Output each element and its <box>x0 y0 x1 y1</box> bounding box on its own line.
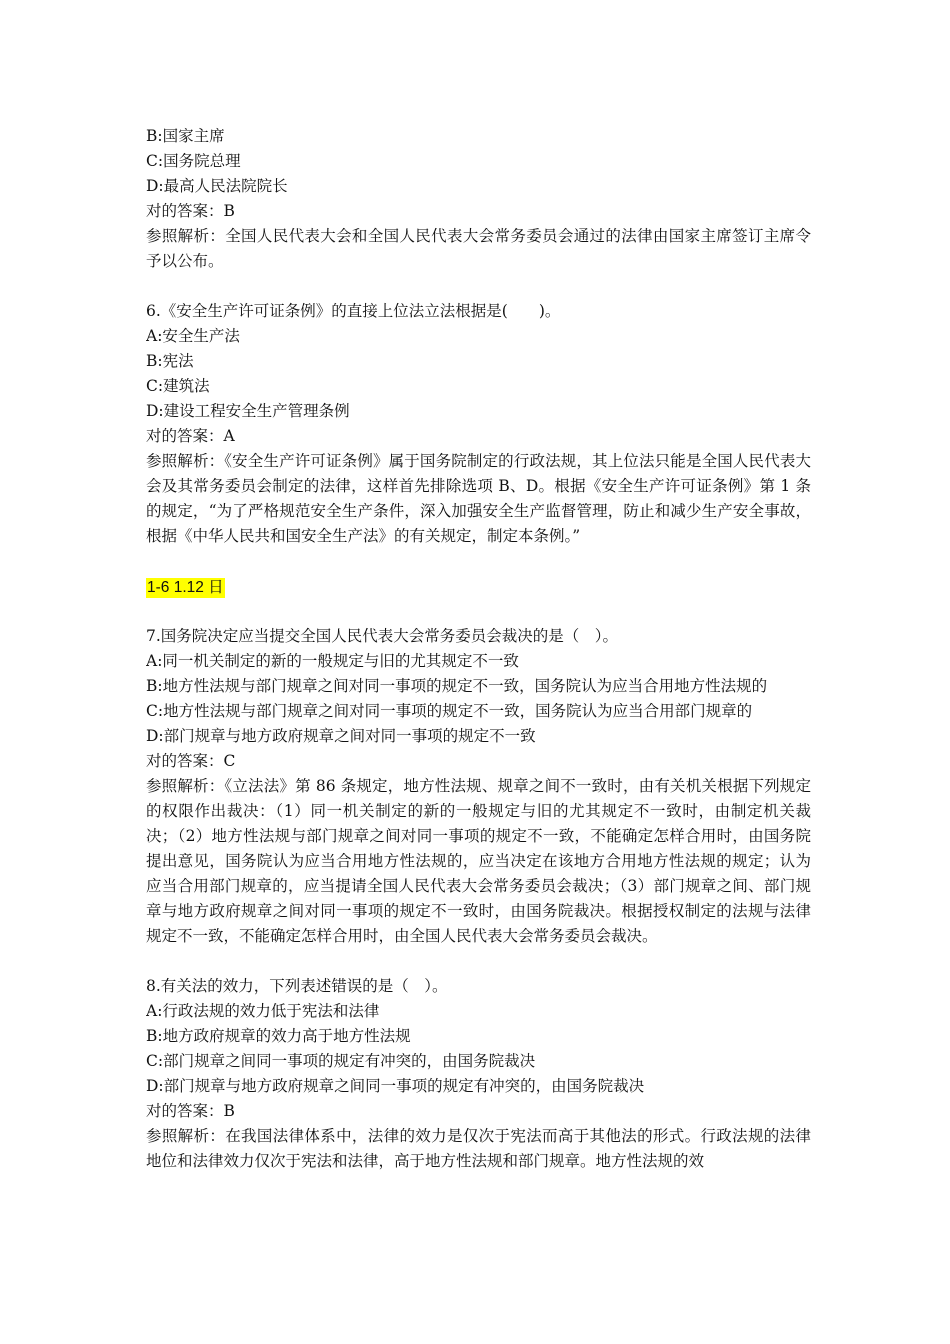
q5-option-b: B:国家主席 <box>146 127 225 145</box>
spacer <box>146 599 811 624</box>
q8-option-d: D:部门规章与地方政府规章之间同一事项的规定有冲突的，由国务院裁决 <box>146 1077 645 1095</box>
spacer <box>146 549 811 574</box>
q6-analysis: 参照解析：《安全生产许可证条例》属于国务院制定的行政法规，其上位法只能是全国人民代表大会及其常务委员会制定的法律，这样首先排除选项 B、D。根据《安全生产许可证条例》第 1 条的规定，“为了严格规范安全生产条件，深入加强安全生产监督管理，防止和减少生产安全事故，根据《中华人民共和国安全生产法》的有关规定，制定本条例。” <box>146 452 811 545</box>
q8-answer: 对的答案：B <box>146 1102 235 1120</box>
q7-answer: 对的答案：C <box>146 752 236 770</box>
q7-question: 7.国务院决定应当提交全国人民代表大会常务委员会裁决的是（ ）。 <box>146 627 619 645</box>
q8-option-b: B:地方政府规章的效力高于地方性法规 <box>146 1027 411 1045</box>
q5-analysis: 参照解析：全国人民代表大会和全国人民代表大会常务委员会通过的法律由国家主席签订主席令予以公布。 <box>146 227 811 270</box>
spacer <box>146 949 811 974</box>
q7-analysis: 参照解析：《立法法》第 86 条规定，地方性法规、规章之间不一致时，由有关机关根据下列规定的权限作出裁决：（1）同一机关制定的新的一般规定与旧的尤其规定不一致时，由制定机关裁决；（2）地方性法规与部门规章之间对同一事项的规定不一致，不能确定怎样合用时，由国务院提出意见，国务院认为应当合用地方性法规的，应当决定在该地方合用地方性法规的规定；认为应当合用部门规章的，应当提请全国人民代表大会常务委员会裁决；（3）部门规章之间、部门规章与地方政府规章之间对同一事项的规定不一致时，由国务院裁决。根据授权制定的法规与法律规定不一致，不能确定怎样合用时，由全国人民代表大会常务委员会裁决。 <box>146 777 811 945</box>
q7-option-a: A:同一机关制定的新的一般规定与旧的尤其规定不一致 <box>146 652 519 670</box>
q6-answer: 对的答案：A <box>146 427 235 445</box>
q6-option-a: A:安全生产法 <box>146 327 240 345</box>
q7-option-d: D:部门规章与地方政府规章之间对同一事项的规定不一致 <box>146 727 536 745</box>
q8-option-a: A:行政法规的效力低于宪法和法律 <box>146 1002 380 1020</box>
q6-option-d: D:建设工程安全生产管理条例 <box>146 402 350 420</box>
q7-option-c: C:地方性法规与部门规章之间对同一事项的规定不一致，国务院认为应当合用部门规章的 <box>146 702 753 720</box>
q5-option-c: C:国务院总理 <box>146 152 241 170</box>
q8-question: 8.有关法的效力，下列表述错误的是（ ）。 <box>146 977 448 995</box>
q8-option-c: C:部门规章之间同一事项的规定有冲突的，由国务院裁决 <box>146 1052 536 1070</box>
q5-answer: 对的答案：B <box>146 202 235 220</box>
section-marker: 1-6 1.12 日 <box>147 579 224 596</box>
q5-option-d: D:最高人民法院院长 <box>146 177 288 195</box>
q6-option-c: C:建筑法 <box>146 377 210 395</box>
q8-analysis: 参照解析：在我国法律体系中，法律的效力是仅次于宪法而高于其他法的形式。行政法规的法律地位和法律效力仅次于宪法和法律，高于地方性法规和部门规章。地方性法规的效 <box>146 1127 811 1170</box>
section-marker-line <box>146 574 811 599</box>
q6-question: 6.《安全生产许可证条例》的直接上位法立法根据是( )。 <box>146 302 561 320</box>
q7-option-b: B:地方性法规与部门规章之间对同一事项的规定不一致，国务院认为应当合用地方性法规的 <box>146 677 768 695</box>
spacer <box>146 274 811 299</box>
document-page <box>146 124 811 1174</box>
q6-option-b: B:宪法 <box>146 352 194 370</box>
